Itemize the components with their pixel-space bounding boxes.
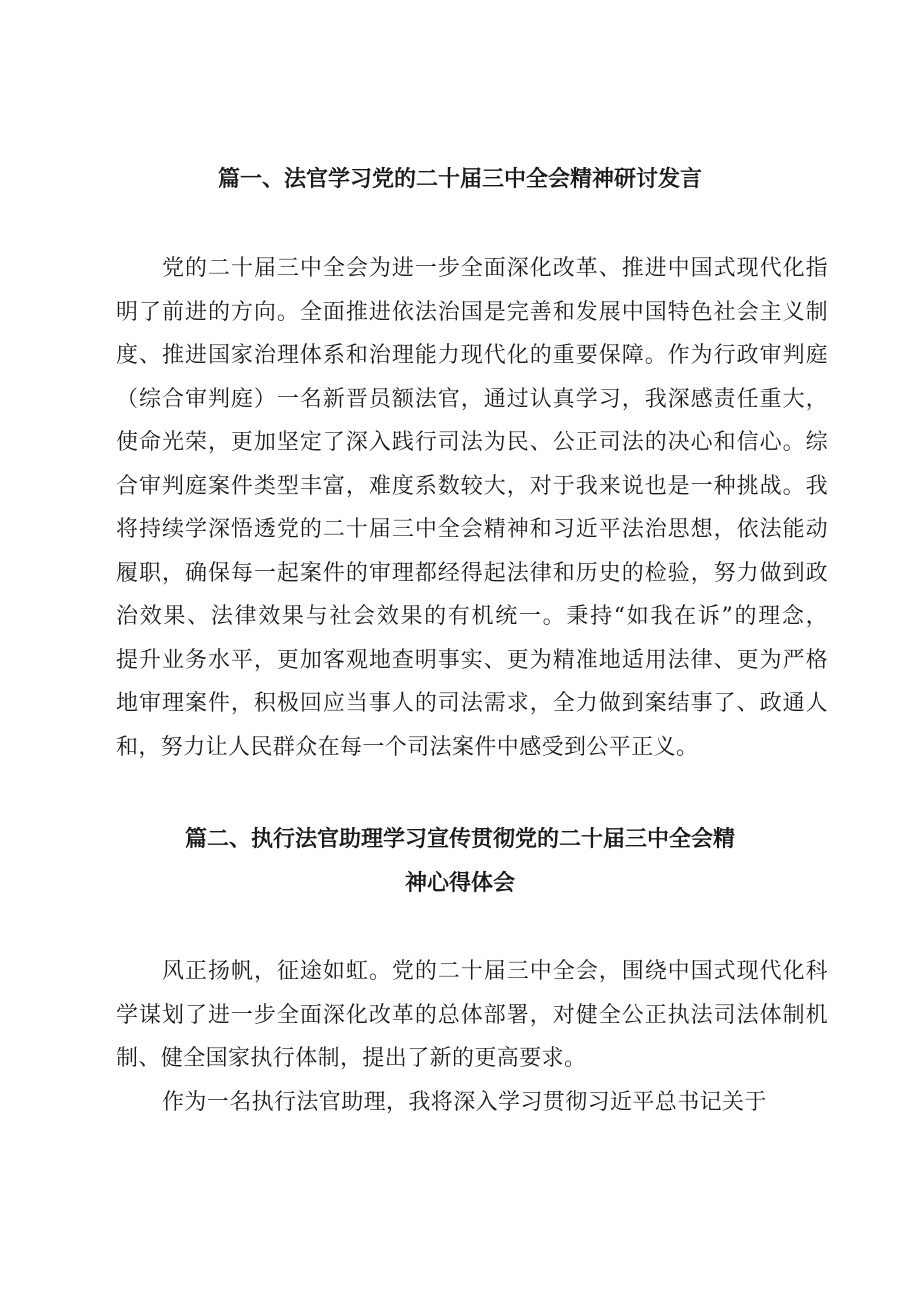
text-line: 风正扬帆，征途如虹。党的二十届三中全会，围绕中国式现代化科	[162, 959, 828, 984]
text-line: 明了前进的方向。全面推进依法治国是完善和发展中国特色社会主义制	[116, 299, 828, 325]
text-line: 作为一名执行法官助理，我将深入学习贯彻习近平总书记关于	[162, 1090, 767, 1115]
text-line: 度、推进国家治理体系和治理能力现代化的重要保障。作为行政审判庭	[116, 343, 828, 368]
text-line: 和，努力让人民群众在每一个司法案件中感受到公平正义。	[116, 734, 699, 760]
text-line: （综合审判庭）一名新晋员额法官，通过认真学习，我深感责任重大，	[116, 386, 828, 412]
section-1-paragraph-1	[116, 247, 828, 769]
section-2-paragraph-1	[116, 950, 828, 1081]
text-line: 履职，确保每一起案件的审理都经得起法律和历史的检验，努力做到政	[116, 560, 828, 586]
text-line: 提升业务水平，更加客观地查明事实、更为精准地适用法律、更为严格	[116, 647, 828, 673]
text-line: 学谋划了进一步全面深化改革的总体部署，对健全公正执法司法体制机	[116, 1002, 828, 1028]
text-line: 地审理案件，积极回应当事人的司法需求，全力做到案结事了、政通人	[116, 691, 828, 716]
section-1-title	[100, 158, 820, 202]
text-line: 制、健全国家执行体制，提出了新的更高要求。	[116, 1046, 587, 1071]
text-line: 使命光荣，更加坚定了深入践行司法为民、公正司法的决心和信心。综	[116, 430, 828, 455]
section-1-title-line-1: 篇一、法官学习党的二十届三中全会精神研讨发言	[217, 167, 702, 192]
text-line: 合审判庭案件类型丰富，难度系数较大，对于我来说也是一种挑战。我	[116, 473, 828, 499]
section-2-paragraph-2	[116, 1081, 828, 1125]
text-line: 将持续学深悟透党的二十届三中全会精神和习近平法治思想，依法能动	[116, 517, 828, 542]
section-2-title-line-1: 篇二、执行法官助理学习宣传贯彻党的二十届三中全会精	[184, 827, 735, 852]
section-2-title	[100, 818, 820, 906]
text-line: 党的二十届三中全会为进一步全面深化改革、推进中国式现代化指	[162, 256, 828, 281]
section-2-title-line-2: 神心得体会	[404, 871, 515, 896]
text-line: 治效果、法律效果与社会效果的有机统一。秉持“如我在诉”的理念，	[116, 604, 828, 629]
